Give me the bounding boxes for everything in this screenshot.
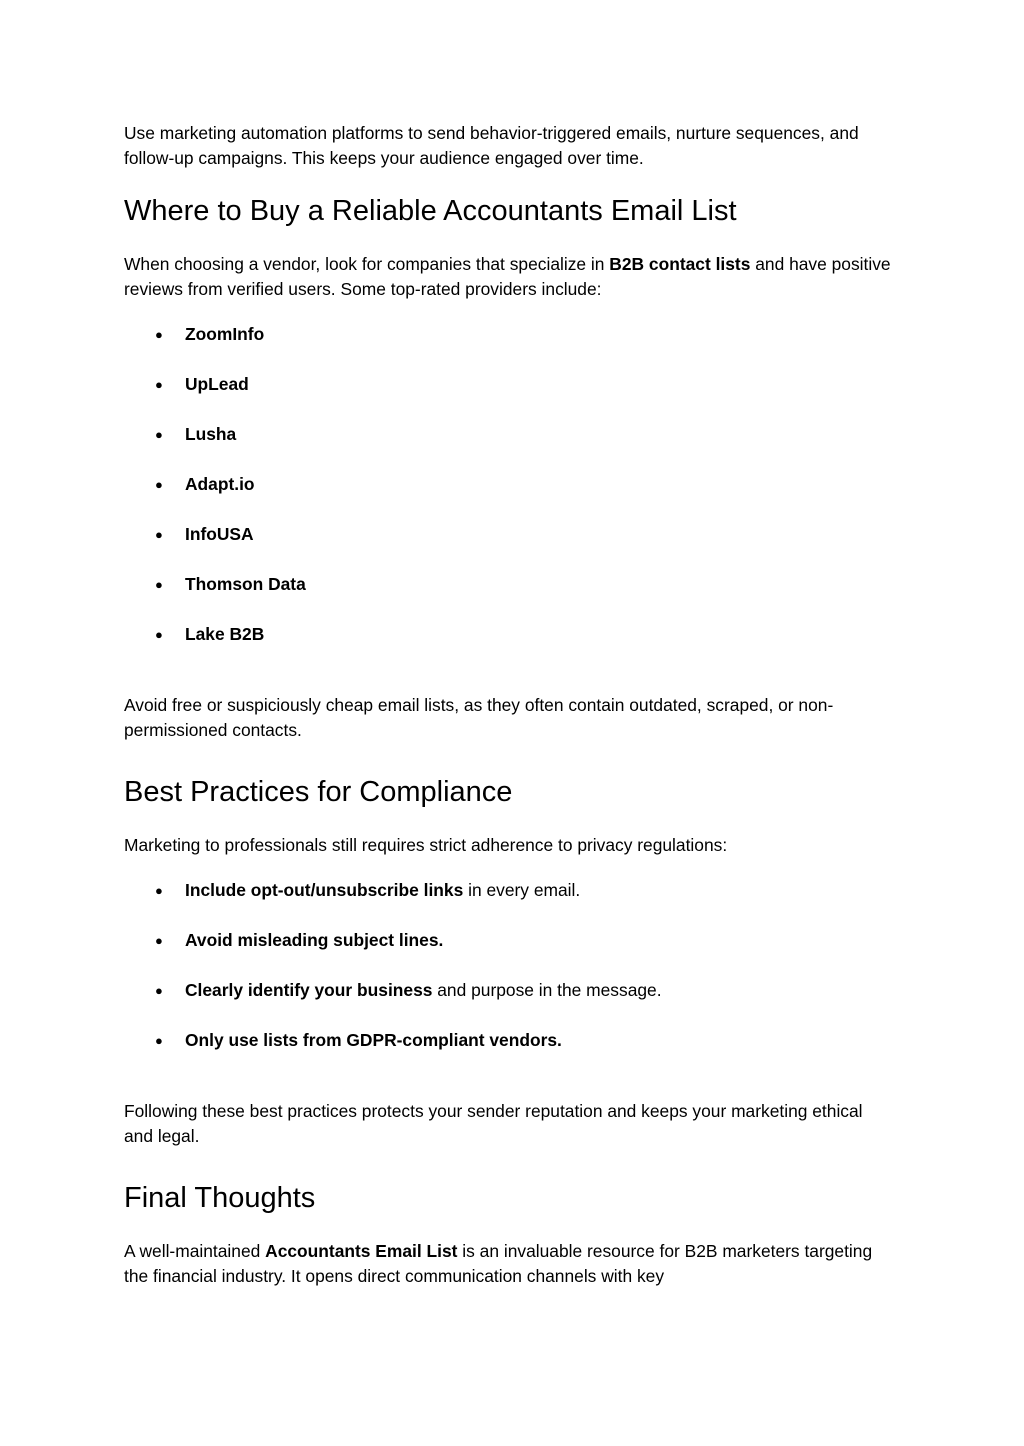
bullet-icon: ● [155,427,163,442]
bullet-icon: ● [155,527,163,542]
bullet-icon: ● [155,933,163,948]
compliance-item-rest: in every email. [463,880,581,900]
compliance-item-bold: Avoid misleading subject lines. [185,930,444,950]
final-paragraph-start: A well-maintained [124,1241,266,1261]
bullet-icon: ● [155,627,163,642]
provider-name: InfoUSA [185,524,254,544]
provider-name: Lake B2B [185,624,265,644]
provider-name: Lusha [185,424,237,444]
compliance-item-bold: Include opt-out/unsubscribe links [185,880,464,900]
provider-name: UpLead [185,374,249,394]
warning-paragraph: Avoid free or suspiciously cheap email lists, as they often contain outdated, scraped, or non-permissioned contacts. [124,695,834,740]
final-paragraph-end: is an invaluable resource for B2B marketers targeting the financial industry. It opens direct communication channels with key [124,1241,873,1286]
vendor-paragraph-start: When choosing a vendor, look for companies that specialize in [124,254,610,274]
final-paragraph-bold: Accountants Email List [265,1241,458,1261]
final-paragraph [124,1239,894,1289]
vendor-paragraph-bold: B2B contact lists [609,254,751,274]
bullet-icon: ● [155,1033,163,1048]
compliance-closing: Following these best practices protects your sender reputation and keeps your marketing ethical and legal. [124,1101,863,1146]
vendor-paragraph-end: and have positive reviews from verified users. Some top-rated providers include: [124,254,891,299]
bullet-icon: ● [155,983,163,998]
provider-name: Adapt.io [185,474,255,494]
bullet-icon: ● [155,883,163,898]
provider-name: ZoomInfo [185,324,265,344]
compliance-intro: Marketing to professionals still requires strict adherence to privacy regulations: [124,835,728,855]
heading-where-to-buy: Where to Buy a Reliable Accountants Email List [124,195,737,227]
compliance-item-bold: Clearly identify your business [185,980,433,1000]
bullet-icon: ● [155,327,163,342]
intro-paragraph: Use marketing automation platforms to send behavior-triggered emails, nurture sequences, and follow-up campaigns. This keeps your audience engaged over time. [124,123,859,168]
bullet-icon: ● [155,577,163,592]
bullet-icon: ● [155,477,163,492]
heading-final-thoughts: Final Thoughts [124,1182,316,1214]
bullet-icon: ● [155,377,163,392]
vendor-paragraph [124,252,894,302]
provider-name: Thomson Data [185,574,306,594]
compliance-item-bold: Only use lists from GDPR-compliant vendors. [185,1030,562,1050]
compliance-item-rest: and purpose in the message. [432,980,662,1000]
heading-compliance: Best Practices for Compliance [124,776,513,808]
